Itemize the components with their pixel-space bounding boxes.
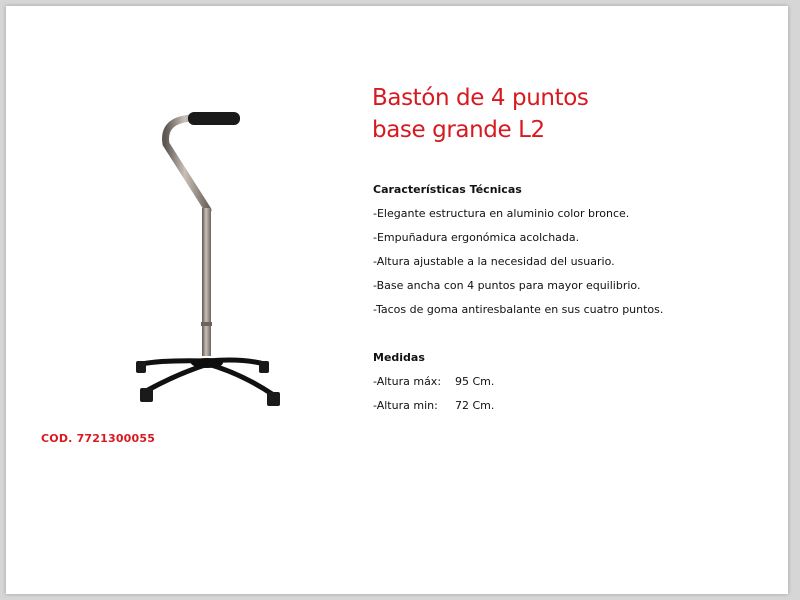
measure-value: 95 Cm.: [455, 375, 495, 388]
spec-item: -Base ancha con 4 puntos para mayor equilibrio.: [373, 279, 641, 292]
spec-item: -Elegante estructura en aluminio color bronce.: [373, 207, 630, 220]
spec-item: -Tacos de goma antiresbalante en sus cuatro puntos.: [373, 303, 664, 316]
measure-label: -Altura min:: [373, 399, 438, 412]
product-title-line-1: Bastón de 4 puntos: [372, 85, 589, 111]
product-title: [372, 82, 588, 146]
spec-item: -Altura ajustable a la necesidad del usuario.: [373, 255, 615, 268]
measure-label: -Altura máx:: [373, 375, 442, 388]
specs-heading: Características Técnicas: [373, 183, 522, 196]
measure-value: 72 Cm.: [455, 399, 495, 412]
measure-row: [373, 394, 663, 418]
section-spacer: [373, 322, 663, 346]
measures-heading: Medidas: [373, 351, 425, 364]
quad-cane-icon: [122, 106, 292, 416]
product-title-line-2: base grande L2: [372, 117, 545, 143]
specs-block: [373, 178, 663, 418]
spec-item: -Empuñadura ergonómica acolchada.: [373, 231, 580, 244]
page-frame: [6, 6, 788, 594]
measure-row: [373, 370, 663, 394]
product-code: COD. 7721300055: [41, 432, 156, 445]
